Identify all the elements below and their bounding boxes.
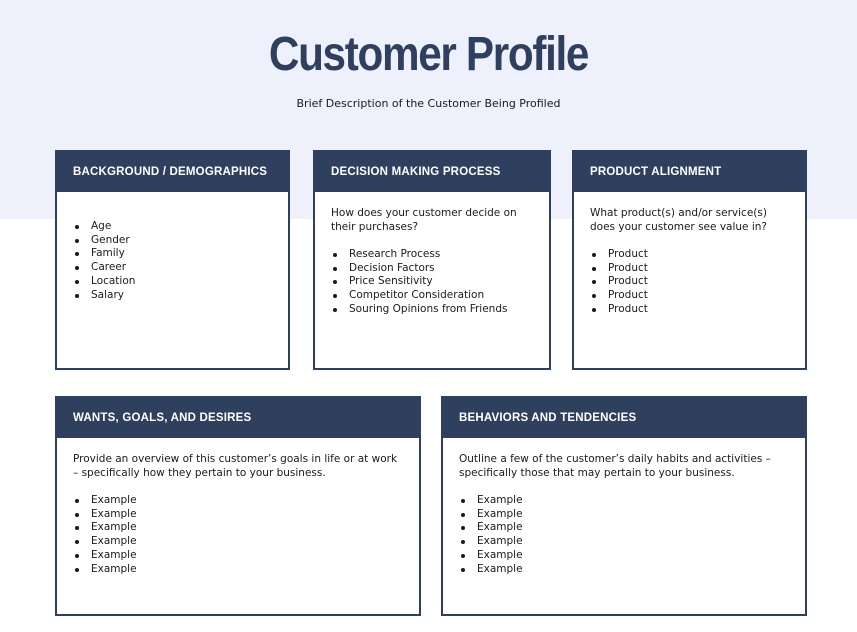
list-item: Product xyxy=(590,275,789,289)
bullet-list xyxy=(73,494,403,576)
list-item: Example xyxy=(459,549,789,563)
card-body xyxy=(574,192,805,317)
list-item: Product xyxy=(590,248,789,262)
list-item: Product xyxy=(590,262,789,276)
bullet-list xyxy=(73,220,272,302)
card-body xyxy=(443,438,805,576)
bullet-list xyxy=(590,248,789,317)
list-item: Career xyxy=(73,261,272,275)
list-item: Example xyxy=(459,508,789,522)
card-description: Provide an overview of this customer’s goals in life or at work – specifically how they pertain to your business. xyxy=(73,453,398,479)
list-item: Example xyxy=(459,494,789,508)
card-header: PRODUCT ALIGNMENT xyxy=(574,152,805,192)
list-item: Product xyxy=(590,289,789,303)
list-item: Example xyxy=(459,521,789,535)
list-item: Product xyxy=(590,303,789,317)
list-item: Age xyxy=(73,220,272,234)
list-item: Salary xyxy=(73,289,272,303)
card-body xyxy=(315,192,549,317)
list-item: Example xyxy=(73,521,403,535)
list-item: Example xyxy=(73,494,403,508)
decision-making-card xyxy=(313,150,551,370)
list-item: Example xyxy=(73,508,403,522)
card-header: WANTS, GOALS, AND DESIRES xyxy=(57,398,419,438)
list-item: Example xyxy=(459,535,789,549)
list-item: Family xyxy=(73,247,272,261)
list-item: Example xyxy=(73,549,403,563)
card-header: BEHAVIORS AND TENDENCIES xyxy=(443,398,805,438)
card-body xyxy=(57,192,288,302)
page-subtitle: Brief Description of the Customer Being Profiled xyxy=(296,97,561,110)
list-item: Location xyxy=(73,275,272,289)
card-header: BACKGROUND / DEMOGRAPHICS xyxy=(57,152,288,192)
list-item: Competitor Consideration xyxy=(331,289,533,303)
list-item: Example xyxy=(73,535,403,549)
card-header: DECISION MAKING PROCESS xyxy=(315,152,549,192)
behaviors-tendencies-card xyxy=(441,396,807,616)
background-demographics-card xyxy=(55,150,290,370)
list-item: Price Sensitivity xyxy=(331,275,533,289)
card-description: How does your customer decide on their purchases? xyxy=(331,207,517,233)
card-body xyxy=(57,438,419,576)
list-item: Souring Opinions from Friends xyxy=(331,303,533,317)
page-title: Customer Profile xyxy=(268,28,589,81)
list-item: Example xyxy=(73,563,403,577)
list-item: Research Process xyxy=(331,248,533,262)
list-item: Gender xyxy=(73,234,272,248)
product-alignment-card xyxy=(572,150,807,370)
bullet-list xyxy=(459,494,789,576)
list-item: Example xyxy=(459,563,789,577)
card-description: What product(s) and/or service(s) does your customer see value in? xyxy=(590,207,767,233)
wants-goals-card xyxy=(55,396,421,616)
card-description: Outline a few of the customer’s daily habits and activities – specifically those that may pertain to your business. xyxy=(459,453,771,479)
bullet-list xyxy=(331,248,533,317)
list-item: Decision Factors xyxy=(331,262,533,276)
